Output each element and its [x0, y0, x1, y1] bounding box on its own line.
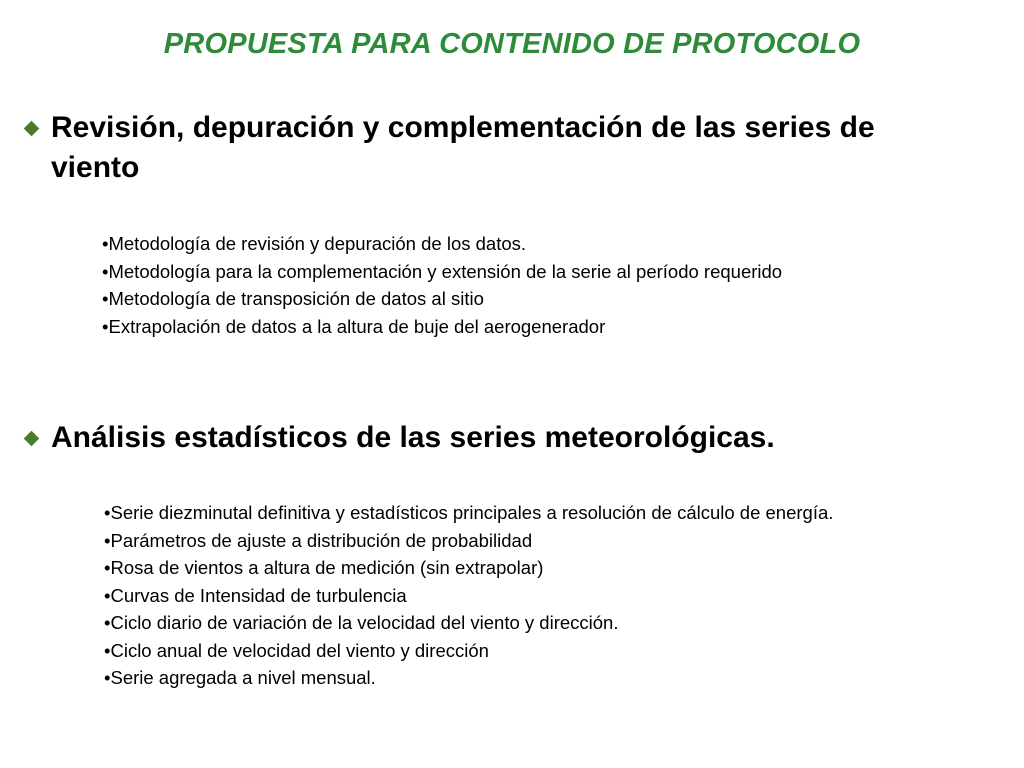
list-item: •Metodología para la complementación y extensión de la serie al período requerido	[102, 260, 783, 282]
section-revision-list	[102, 230, 982, 340]
list-item: •Serie agregada a nivel mensual.	[104, 667, 376, 688]
list-item: •Rosa de vientos a altura de medición (sin extrapolar)	[104, 557, 544, 578]
list-item: •Ciclo anual de velocidad del viento y dirección	[104, 639, 489, 661]
list-item: •Extrapolación de datos a la altura de buje del aerogenerador	[102, 315, 606, 337]
diamond-bullet-icon	[24, 121, 40, 137]
slide-title: PROPUESTA PARA CONTENIDO DE PROTOCOLO	[163, 28, 861, 60]
list-item: •Ciclo diario de variación de la velocidad del viento y dirección.	[104, 612, 619, 633]
section-heading-text: Análisis estadísticos de las series meteorológicas.	[51, 421, 775, 454]
section-heading	[26, 108, 951, 188]
section-revision	[26, 108, 951, 188]
list-item: •Serie diezminutal definitiva y estadísticos principales a resolución de cálculo de energía.	[104, 502, 834, 523]
section-analisis	[26, 418, 951, 458]
section-heading	[26, 418, 951, 458]
list-item: •Metodología de revisión y depuración de los datos.	[102, 233, 527, 254]
section-heading-text: Revisión, depuración y complementación de las series de viento	[51, 111, 875, 184]
list-item: •Metodología de transposición de datos al sitio	[102, 288, 484, 309]
section-analisis-list	[104, 499, 934, 692]
diamond-bullet-icon	[24, 431, 40, 447]
list-item: •Parámetros de ajuste a distribución de probabilidad	[104, 529, 533, 551]
list-item: •Curvas de Intensidad de turbulencia	[104, 584, 407, 606]
